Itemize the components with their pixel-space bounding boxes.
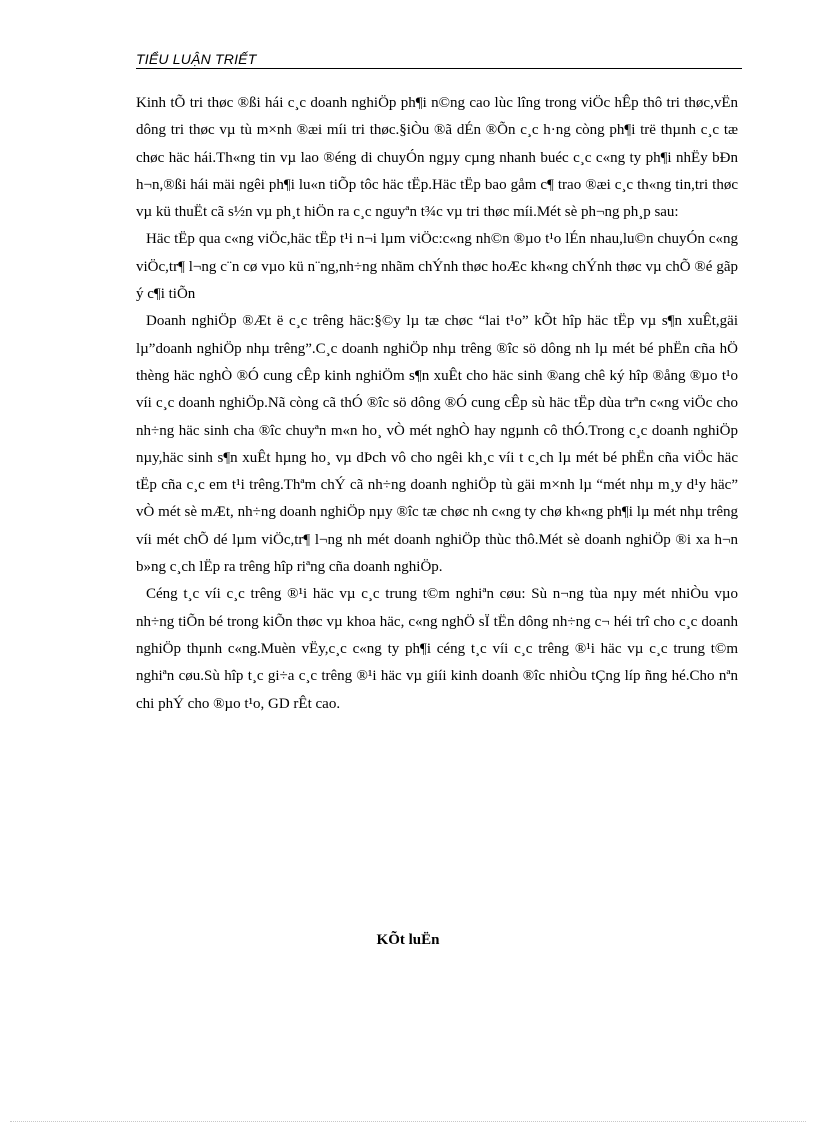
- document-body: [136, 90, 738, 718]
- page-bottom-divider: [10, 1121, 806, 1122]
- header-title: TIỂU LUẬN TRIẾT: [136, 51, 257, 67]
- paragraph-university-cooperation: Céng t¸c víi c¸c trêng ®¹i häc vµ c¸c trung t©m nghiªn cøu: Sù n¬ng tùa nµy mét nhiÒu vµo nh÷ng tiÕn bé trong kiÕn thøc vµ khoa häc, c«ng nghÖ sÏ tËn dông nh÷ng c¬ héi trî cho c¸c doanh nghiÖp thµnh c«ng.Muèn vËy,c¸c c«ng ty ph¶i céng t¸c víi c¸c trêng ®¹i häc vµ c¸c trung t©m nghiªn cøu.Sù hîp t¸c gi÷a c¸c trêng ®¹i häc vµ giíi kinh doanh ®îc nhiÒu tÇng líp ñng hé.Cho nªn chi phÝ cho ®µo t¹o, GD rÊt cao.: [136, 586, 738, 712]
- paragraph-learning-at-work: Häc tËp qua c«ng viÖc,häc tËp t¹i n¬i lµm viÖc:c«ng nh©n ®µo t¹o lÉn nhau,lu©n chuyÓn c«ng viÖc,tr¶ l¬ng c¨n cø vµo kü n¨ng,nh÷ng nhãm chÝnh thøc hoÆc kh«ng chÝnh thøc vµ chÕ ®é gãp ý c¶i tiÕn: [136, 231, 738, 303]
- paragraph-knowledge-economy: Kinh tÕ tri thøc ®ßi hái c¸c doanh nghiÖp ph¶i n©ng cao lùc lîng trong viÖc hÊp thô tri thøc,vËn dông tri thøc vµ tù m×nh ®æi míi tri thøc.§iÒu ®ã dÉn ®Õn c¸c h·ng còng ph¶i trë thµnh c¸c tæ chøc häc hái.Th«ng tin vµ lao ®éng di chuyÓn ngµy cµng nhanh buéc c¸c c«ng ty ph¶i nhËy bÐn h¬n,®ßi hái mäi ngêi ph¶i lu«n tiÕp tôc häc tËp.Häc tËp bao gåm c¶ trao ®æi c¸c th«ng tin,tri thøc vµ kü thuËt cã s½n vµ ph¸t hiÖn ra c¸c nguyªn t¾c vµ tri thøc míi.Mét sè ph¬ng ph¸p sau:: [136, 95, 738, 221]
- page-header: [136, 50, 742, 69]
- paragraph-school-enterprises: Doanh nghiÖp ®Æt ë c¸c trêng häc:§©y lµ tæ chøc “lai t¹o” kÕt hîp häc tËp vµ s¶n xuÊt,gäi lµ”doanh nghiÖp nhµ trêng”.C¸c doanh nghiÖp nhµ trêng ®îc sö dông nh lµ mét bé phËn cña hÖ thèng häc nghÒ ®Ó cung cÊp kinh nghiÖm s¶n xuÊt cho häc sinh ®ang chê ký hîp ®ång ®µo t¹o víi c¸c doanh nghiÖp.Nã còng cã thÓ ®îc sö dông ®Ó cung cÊp sù häc tËp dùa trªn c«ng viÖc cho nh÷ng häc sinh cha ®îc chuyªn m«n ho¸ vÒ mét nghÒ hay ngµnh cô thÓ.Trong c¸c doanh nghiÖp nµy,häc sinh s¶n xuÊt hµng ho¸ vµ dÞch vô cho ngêi kh¸c víi t c¸ch lµ mét bé phËn cña viÖc häc tËp cña c¸c em t¹i trêng.Thªm chÝ cã nh÷ng doanh nghiÖp tù gäi m×nh lµ “mét nhµ m¸y d¹y häc” vÒ mét sè mÆt, nh÷ng doanh nghiÖp nµy ®îc tæ chøc nh c«ng ty chø kh«ng ph¶i lµ mét nhµ trêng víi mét chÕ dé lµm viÖc,tr¶ l¬ng nh mét doanh nghiÖp thùc thô.Mét sè doanh nghiÖp ®i xa h¬n b»ng c¸ch lËp ra trêng hîp riªng cña doanh nghiÖp.: [136, 313, 738, 576]
- conclusion-heading: KÕt luËn: [376, 932, 440, 948]
